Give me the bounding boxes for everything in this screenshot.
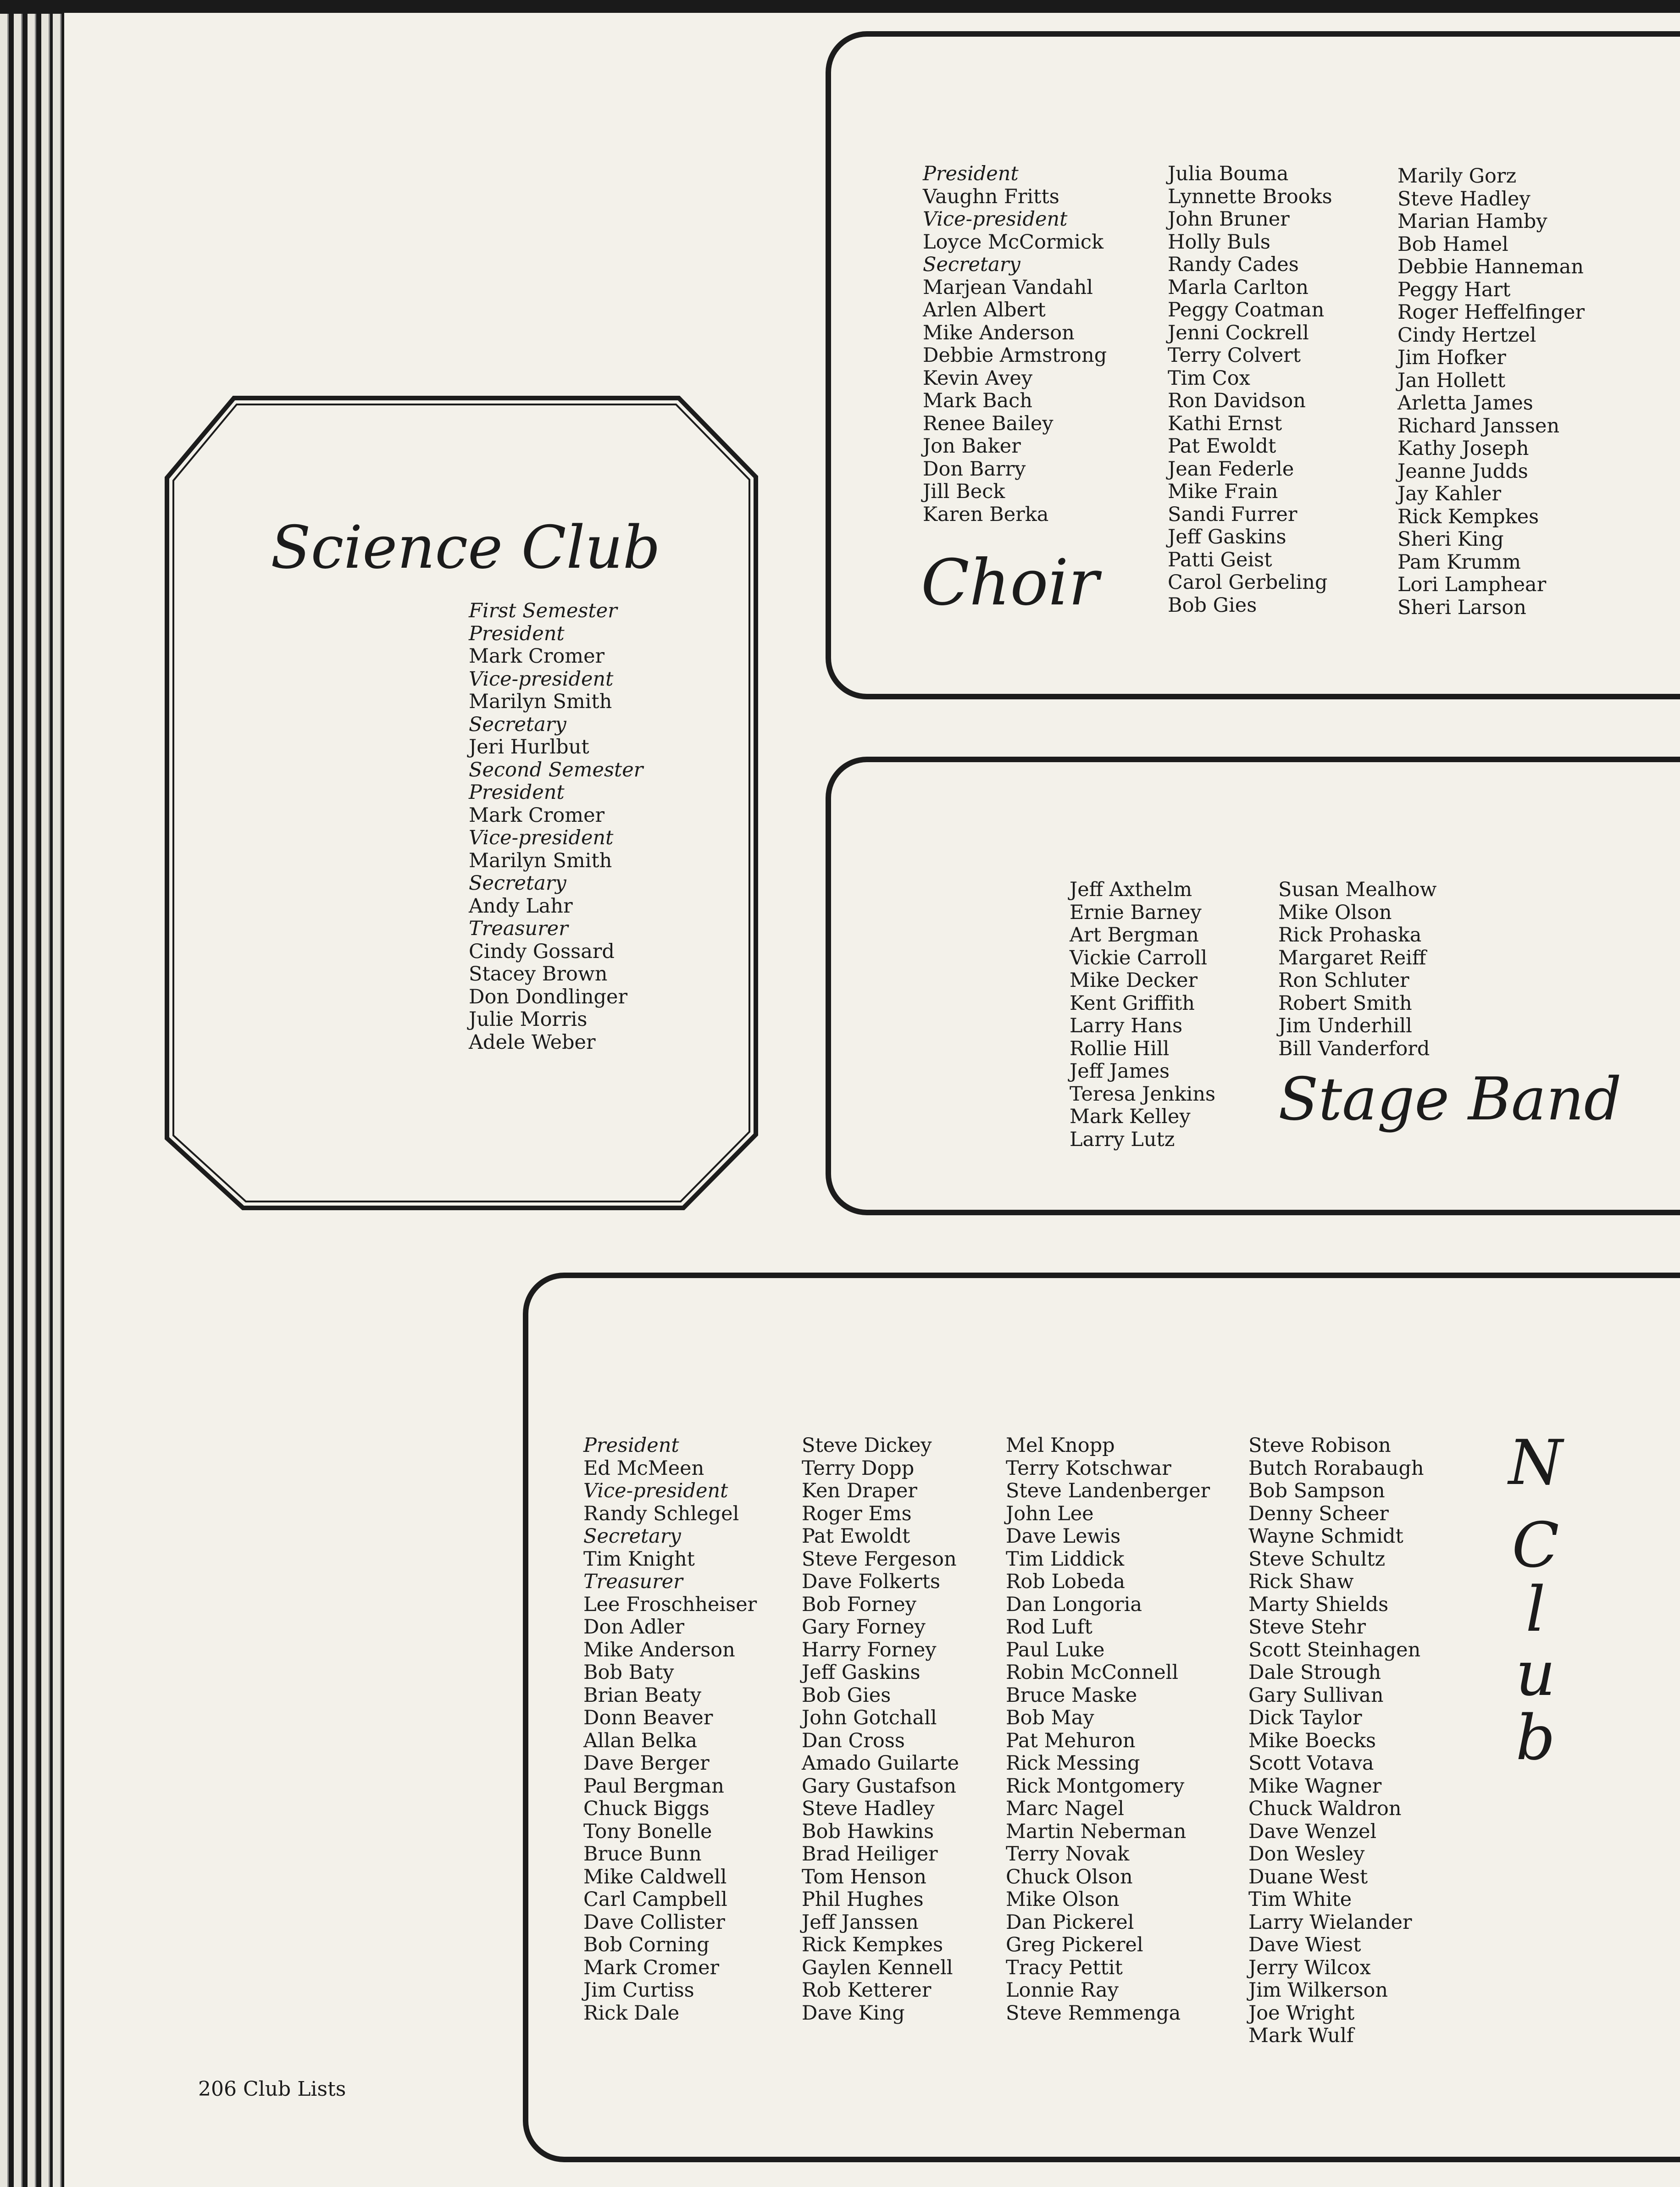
member-name: Rick Shaw (1248, 1570, 1354, 1593)
member-name: Dave Wenzel (1248, 1820, 1377, 1843)
member-name: Dave King (802, 2001, 905, 2025)
member-name: Adele Weber (469, 1030, 596, 1054)
member-name: Ron Schluter (1278, 969, 1409, 992)
member-name: Dave Folkerts (802, 1570, 941, 1593)
member-name: Marilyn Smith (469, 849, 612, 872)
member-name: Mark Bach (923, 389, 1032, 412)
member-name: Mark Kelley (1070, 1105, 1191, 1128)
member-name: Cindy Gossard (469, 940, 615, 963)
member-name: Joe Wright (1248, 2001, 1355, 2025)
member-name: Ken Draper (802, 1479, 917, 1502)
member-name: Mel Knopp (1006, 1434, 1115, 1457)
choir-column (1397, 165, 1585, 619)
member-name: Steve Schultz (1248, 1547, 1386, 1571)
member-name: Donn Beaver (583, 1706, 713, 1729)
officer-role-label: Vice-president (469, 826, 614, 849)
binding-edge (41, 14, 50, 2187)
member-name: Tom Henson (802, 1865, 926, 1888)
member-name: Gary Forney (802, 1616, 926, 1639)
member-name: Vickie Carroll (1070, 946, 1208, 969)
member-name: Pat Ewoldt (1168, 435, 1276, 458)
member-name: Jeff Gaskins (802, 1661, 920, 1684)
member-name: Rick Dale (583, 2001, 680, 2025)
member-name: Wayne Schmidt (1248, 1525, 1403, 1548)
member-name: Kent Griffith (1070, 991, 1195, 1015)
member-name: Terry Kotschwar (1006, 1456, 1171, 1480)
member-name: Marty Shields (1248, 1593, 1389, 1616)
member-name: Robert Smith (1278, 991, 1412, 1015)
member-name: Mark Wulf (1248, 2024, 1354, 2047)
member-name: Pam Krumm (1397, 550, 1521, 574)
member-name: Amado Guilarte (802, 1752, 959, 1775)
binding-edge (14, 14, 22, 2187)
member-name: Harry Forney (802, 1638, 937, 1661)
member-name: Denny Scheer (1248, 1502, 1389, 1525)
member-name: Marilyn Smith (469, 690, 612, 713)
member-name: Terry Novak (1006, 1843, 1130, 1866)
member-name: Mark Cromer (583, 1956, 720, 1979)
officer-role-label: Secretary (469, 713, 566, 736)
member-name: Pat Mehuron (1006, 1729, 1136, 1752)
officer-role-label: President (469, 781, 565, 804)
member-name: Allan Belka (583, 1729, 698, 1752)
member-name: Ernie Barney (1070, 901, 1202, 924)
member-name: Bob Sampson (1248, 1479, 1385, 1502)
member-name: Steve Hadley (1397, 187, 1530, 210)
member-name: Sheri King (1397, 528, 1504, 551)
member-name: Kevin Avey (923, 366, 1033, 390)
member-name: Jerry Wilcox (1248, 1956, 1371, 1979)
member-name: Mike Anderson (583, 1638, 735, 1661)
member-name: Dave Collister (583, 1910, 725, 1934)
member-name: Bob Baty (583, 1661, 674, 1684)
member-name: Loyce McCormick (923, 230, 1104, 254)
member-name: Rob Ketterer (802, 1979, 931, 2002)
member-name: John Lee (1006, 1502, 1094, 1525)
member-name: Steve Hadley (802, 1797, 935, 1820)
member-name: Cindy Hertzel (1397, 323, 1536, 347)
member-name: Tim White (1248, 1888, 1352, 1911)
officer-role-label: Secretary (923, 253, 1020, 276)
member-name: Mark Cromer (469, 803, 605, 827)
member-name: Jeff Janssen (802, 1910, 919, 1934)
member-name: Mike Boecks (1248, 1729, 1376, 1752)
member-name: Bob May (1006, 1706, 1094, 1729)
member-name: Brad Heiliger (802, 1843, 938, 1866)
member-name: Marian Hamby (1397, 210, 1547, 233)
member-name: Arletta James (1397, 392, 1533, 415)
member-name: Marjean Vandahl (923, 276, 1093, 299)
member-name: Richard Janssen (1397, 414, 1560, 437)
member-name: Tim Cox (1168, 366, 1250, 390)
member-name: Bruce Maske (1006, 1683, 1137, 1707)
member-name: Greg Pickerel (1006, 1933, 1143, 1956)
officer-role-label: First Semester (469, 599, 617, 622)
member-name: Roger Heffelfinger (1397, 301, 1585, 324)
member-name: Dick Taylor (1248, 1706, 1362, 1729)
member-name: Renee Bailey (923, 412, 1053, 435)
member-name: Tim Liddick (1006, 1547, 1125, 1571)
member-name: Mike Wagner (1248, 1774, 1382, 1798)
choir-title: Choir (921, 546, 1099, 620)
member-name: Marc Nagel (1006, 1797, 1124, 1820)
member-name: Larry Lutz (1070, 1128, 1175, 1151)
member-name: Jean Federle (1168, 457, 1294, 481)
member-name: Tracy Pettit (1006, 1956, 1123, 1979)
member-name: Pat Ewoldt (802, 1525, 910, 1548)
member-name: Andy Lahr (469, 894, 573, 918)
member-name: Jim Hofker (1397, 346, 1506, 369)
member-name: Julia Bouma (1168, 162, 1289, 185)
n-club-title (1508, 1427, 1563, 1774)
member-name: Dave Lewis (1006, 1525, 1121, 1548)
stage-band-column (1278, 879, 1436, 1060)
member-name: Rick Messing (1006, 1752, 1140, 1775)
member-name: Jenni Cockrell (1168, 321, 1309, 344)
member-name: Kathy Joseph (1397, 437, 1529, 460)
choir-column (1168, 163, 1332, 617)
member-name: Margaret Reiff (1278, 946, 1426, 969)
member-name: Patti Geist (1168, 548, 1272, 571)
member-name: Jay Kahler (1397, 482, 1502, 505)
member-name: Julie Morris (469, 1008, 588, 1031)
member-name: Peggy Coatman (1168, 299, 1325, 321)
member-name: Mike Anderson (923, 321, 1075, 344)
page-footer: 206 Club Lists (198, 2077, 346, 2101)
member-name: Mike Olson (1278, 901, 1392, 924)
stage-band-column (1070, 879, 1215, 1151)
n-club-title-letter: b (1515, 1702, 1556, 1774)
officer-role-label: Treasurer (469, 917, 568, 940)
member-name: Jim Underhill (1278, 1014, 1412, 1037)
member-name: Rick Prohaska (1278, 924, 1422, 947)
member-name: Dale Strough (1248, 1661, 1381, 1684)
science-club-title: Science Club (271, 514, 660, 582)
n-club-title-letter: N (1508, 1427, 1563, 1499)
member-name: Scott Votava (1248, 1752, 1374, 1775)
member-name: Rick Montgomery (1006, 1774, 1185, 1798)
member-name: Larry Wielander (1248, 1910, 1412, 1934)
member-name: Carol Gerbeling (1168, 571, 1328, 594)
stage-band-title: Stage Band (1278, 1065, 1622, 1134)
member-name: Marla Carlton (1168, 276, 1309, 299)
member-name: Peggy Hart (1397, 278, 1511, 301)
member-name: Jim Curtiss (583, 1979, 694, 2002)
stage-band-frame (826, 757, 1680, 1215)
officer-role-label: Secretary (469, 872, 566, 895)
member-name: Tim Knight (583, 1547, 695, 1571)
member-name: Chuck Waldron (1248, 1797, 1402, 1820)
member-name: Mike Olson (1006, 1888, 1120, 1911)
member-name: Mike Frain (1168, 480, 1278, 503)
member-name: Lonnie Ray (1006, 1979, 1119, 2002)
member-name: Randy Schlegel (583, 1502, 739, 1525)
member-name: John Gotchall (802, 1706, 937, 1729)
member-name: Scott Steinhagen (1248, 1638, 1421, 1661)
member-name: Dave Berger (583, 1752, 710, 1775)
n-club-column (802, 1434, 959, 2025)
member-name: Arlen Albert (923, 299, 1046, 321)
member-name: Bob Gies (1168, 593, 1257, 617)
member-name: Lynnette Brooks (1168, 185, 1332, 208)
member-name: Gaylen Kennell (802, 1956, 953, 1979)
member-name: Vaughn Fritts (923, 185, 1059, 208)
officer-role-label: Secretary (583, 1525, 681, 1548)
member-name: Don Barry (923, 457, 1026, 481)
n-club-title-letter: l (1525, 1573, 1546, 1645)
member-name: Ed McMeen (583, 1456, 704, 1480)
member-name: Steve Robison (1248, 1434, 1391, 1457)
officer-role-label: President (469, 622, 565, 645)
member-name: Steve Fergeson (802, 1547, 957, 1571)
member-name: Don Dondlinger (469, 985, 628, 1008)
member-name: Steve Remmenga (1006, 2001, 1181, 2025)
member-name: Paul Luke (1006, 1638, 1105, 1661)
binding-edge (28, 14, 36, 2187)
member-name: Roger Ems (802, 1502, 912, 1525)
officer-role-label: Vice-president (583, 1479, 728, 1502)
member-name: Jeff Gaskins (1168, 526, 1286, 548)
member-name: Debbie Armstrong (923, 344, 1107, 367)
member-name: Brian Beaty (583, 1683, 702, 1707)
member-name: Larry Hans (1070, 1014, 1183, 1037)
member-name: Chuck Biggs (583, 1797, 710, 1820)
member-name: Steve Landenberger (1006, 1479, 1210, 1502)
member-name: Bob Forney (802, 1593, 917, 1616)
officer-role-label: President (583, 1434, 679, 1457)
member-name: Don Wesley (1248, 1843, 1365, 1866)
science-club-officers (469, 600, 643, 1054)
member-name: Rick Kempkes (802, 1933, 943, 1956)
member-name: Jim Wilkerson (1248, 1979, 1388, 2002)
member-name: Gary Sullivan (1248, 1683, 1384, 1707)
n-club-column (1006, 1434, 1210, 2025)
member-name: Mike Decker (1070, 969, 1198, 992)
n-club-column (583, 1434, 757, 2025)
member-name: Terry Dopp (802, 1456, 915, 1480)
member-name: Randy Cades (1168, 253, 1299, 276)
member-name: Ron Davidson (1168, 389, 1306, 412)
officer-role-label: President (923, 162, 1019, 185)
member-name: Dan Longoria (1006, 1593, 1142, 1616)
member-name: Chuck Olson (1006, 1865, 1133, 1888)
member-name: Jeanne Judds (1397, 460, 1528, 483)
member-name: Robin McConnell (1006, 1661, 1179, 1684)
member-name: Lori Lamphear (1397, 573, 1547, 596)
officer-role-label: Vice-president (923, 208, 1068, 231)
member-name: Karen Berka (923, 503, 1049, 526)
member-name: Rick Kempkes (1397, 505, 1539, 528)
member-name: Bob Hamel (1397, 233, 1508, 256)
member-name: Sheri Larson (1397, 596, 1526, 619)
choir-column (923, 163, 1107, 526)
member-name: Mike Caldwell (583, 1865, 727, 1888)
member-name: Dan Cross (802, 1729, 905, 1752)
member-name: Steve Dickey (802, 1434, 932, 1457)
officer-role-label: Second Semester (469, 758, 643, 781)
member-name: Debbie Hanneman (1397, 255, 1584, 278)
member-name: Don Adler (583, 1616, 685, 1639)
member-name: John Bruner (1168, 208, 1290, 231)
member-name: Steve Stehr (1248, 1616, 1366, 1639)
binding-edge (0, 14, 9, 2187)
member-name: Mark Cromer (469, 645, 605, 668)
member-name: Butch Rorabaugh (1248, 1456, 1424, 1480)
member-name: Lee Froschheiser (583, 1593, 757, 1616)
member-name: Jeff Axthelm (1070, 878, 1192, 901)
member-name: Bob Gies (802, 1683, 891, 1707)
n-club-title-letter: u (1515, 1638, 1556, 1710)
n-club-column (1248, 1434, 1424, 2048)
officer-role-label: Treasurer (583, 1570, 683, 1593)
officer-role-label: Vice-president (469, 667, 614, 691)
member-name: Jeff James (1070, 1060, 1170, 1083)
member-name: Marily Gorz (1397, 165, 1517, 188)
member-name: Jan Hollett (1397, 369, 1506, 392)
member-name: Jeri Hurlbut (469, 736, 589, 759)
member-name: Terry Colvert (1168, 344, 1301, 367)
member-name: Susan Mealhow (1278, 878, 1437, 901)
member-name: Bruce Bunn (583, 1843, 702, 1866)
member-name: Rod Luft (1006, 1616, 1092, 1639)
member-name: Bob Corning (583, 1933, 710, 1956)
member-name: Rob Lobeda (1006, 1570, 1126, 1593)
n-club-title-letter: C (1512, 1509, 1559, 1581)
member-name: Dan Pickerel (1006, 1910, 1134, 1934)
member-name: Rollie Hill (1070, 1037, 1170, 1060)
member-name: Jon Baker (923, 435, 1021, 458)
member-name: Duane West (1248, 1865, 1368, 1888)
member-name: Phil Hughes (802, 1888, 924, 1911)
member-name: Tony Bonelle (583, 1820, 712, 1843)
member-name: Bill Vanderford (1278, 1037, 1430, 1060)
member-name: Kathi Ernst (1168, 412, 1282, 435)
member-name: Bob Hawkins (802, 1820, 934, 1843)
member-name: Jill Beck (923, 480, 1005, 503)
member-name: Stacey Brown (469, 963, 608, 986)
member-name: Carl Campbell (583, 1888, 727, 1911)
member-name: Dave Wiest (1248, 1933, 1361, 1956)
member-name: Gary Gustafson (802, 1774, 957, 1798)
member-name: Martin Neberman (1006, 1820, 1187, 1843)
member-name: Holly Buls (1168, 230, 1270, 254)
member-name: Sandi Furrer (1168, 503, 1297, 526)
binding-edge (53, 14, 61, 2187)
member-name: Art Bergman (1070, 924, 1199, 947)
member-name: Teresa Jenkins (1070, 1082, 1216, 1106)
member-name: Paul Bergman (583, 1774, 724, 1798)
